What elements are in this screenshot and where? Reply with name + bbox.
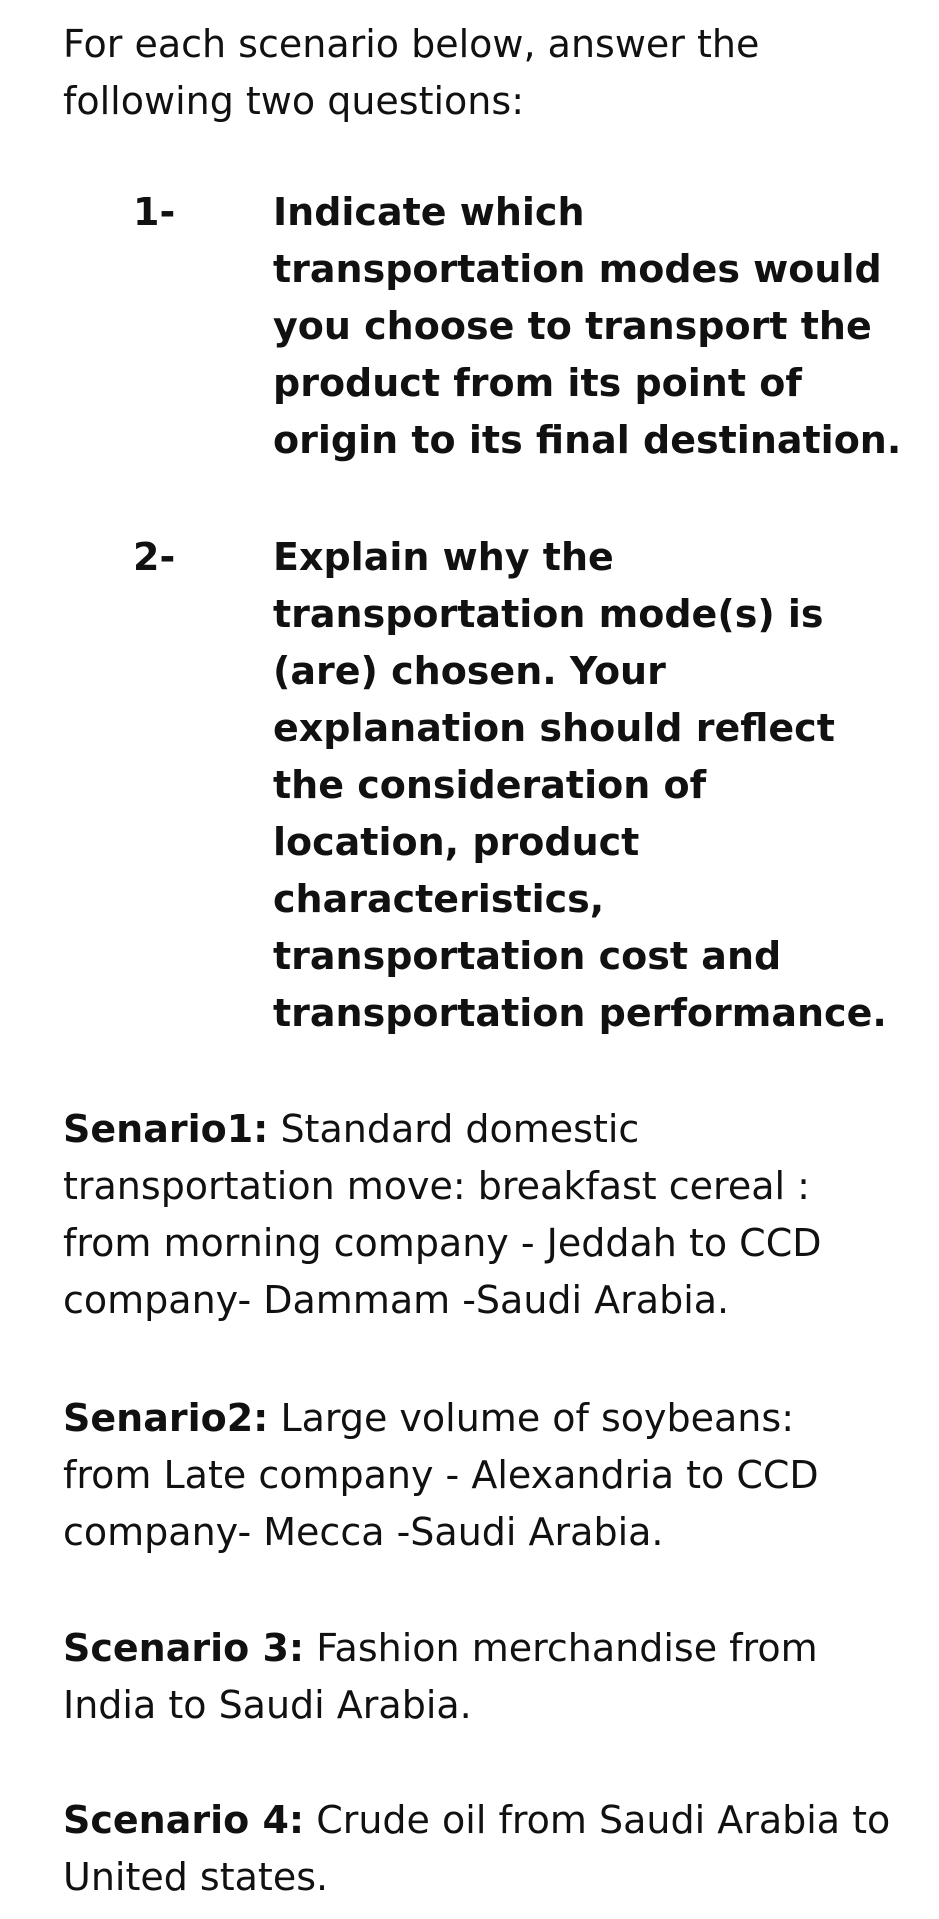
scenario-label: Senario2: xyxy=(63,1396,269,1440)
scenario-1 xyxy=(63,1101,893,1329)
scenario-2 xyxy=(63,1390,893,1561)
scenario-label: Senario1: xyxy=(63,1107,269,1151)
question-number: 2- xyxy=(133,535,176,579)
scenario-4 xyxy=(63,1792,893,1906)
scenario-text: Standard domestic transportation move: breakfast cereal : from morning company - Jeddah to CCD company- Dammam -Saudi Arabia. xyxy=(63,1107,822,1322)
intro-text: For each scenario below, answer the following two questions: xyxy=(63,22,760,123)
scenario-3 xyxy=(63,1620,893,1734)
scenario-label: Scenario 4: xyxy=(63,1798,305,1842)
scenario-label: Scenario 3: xyxy=(63,1626,305,1670)
scenario-text: Fashion merchandise from India to Saudi Arabia. xyxy=(63,1626,818,1727)
scenario-text: Large volume of soybeans: from Late company - Alexandria to CCD company- Mecca -Saudi Arabia. xyxy=(63,1396,819,1554)
question-number: 1- xyxy=(133,190,176,234)
question-text: Explain why the transportation mode(s) is (are) chosen. Your explanation should reflect the consideration of location, product characteristics, transportation cost and transportation performance. xyxy=(273,535,887,1035)
scenario-text: Crude oil from Saudi Arabia to United states. xyxy=(63,1798,891,1899)
question-text: Indicate which transportation modes would you choose to transport the product from its point of origin to its final destination. xyxy=(273,190,902,462)
